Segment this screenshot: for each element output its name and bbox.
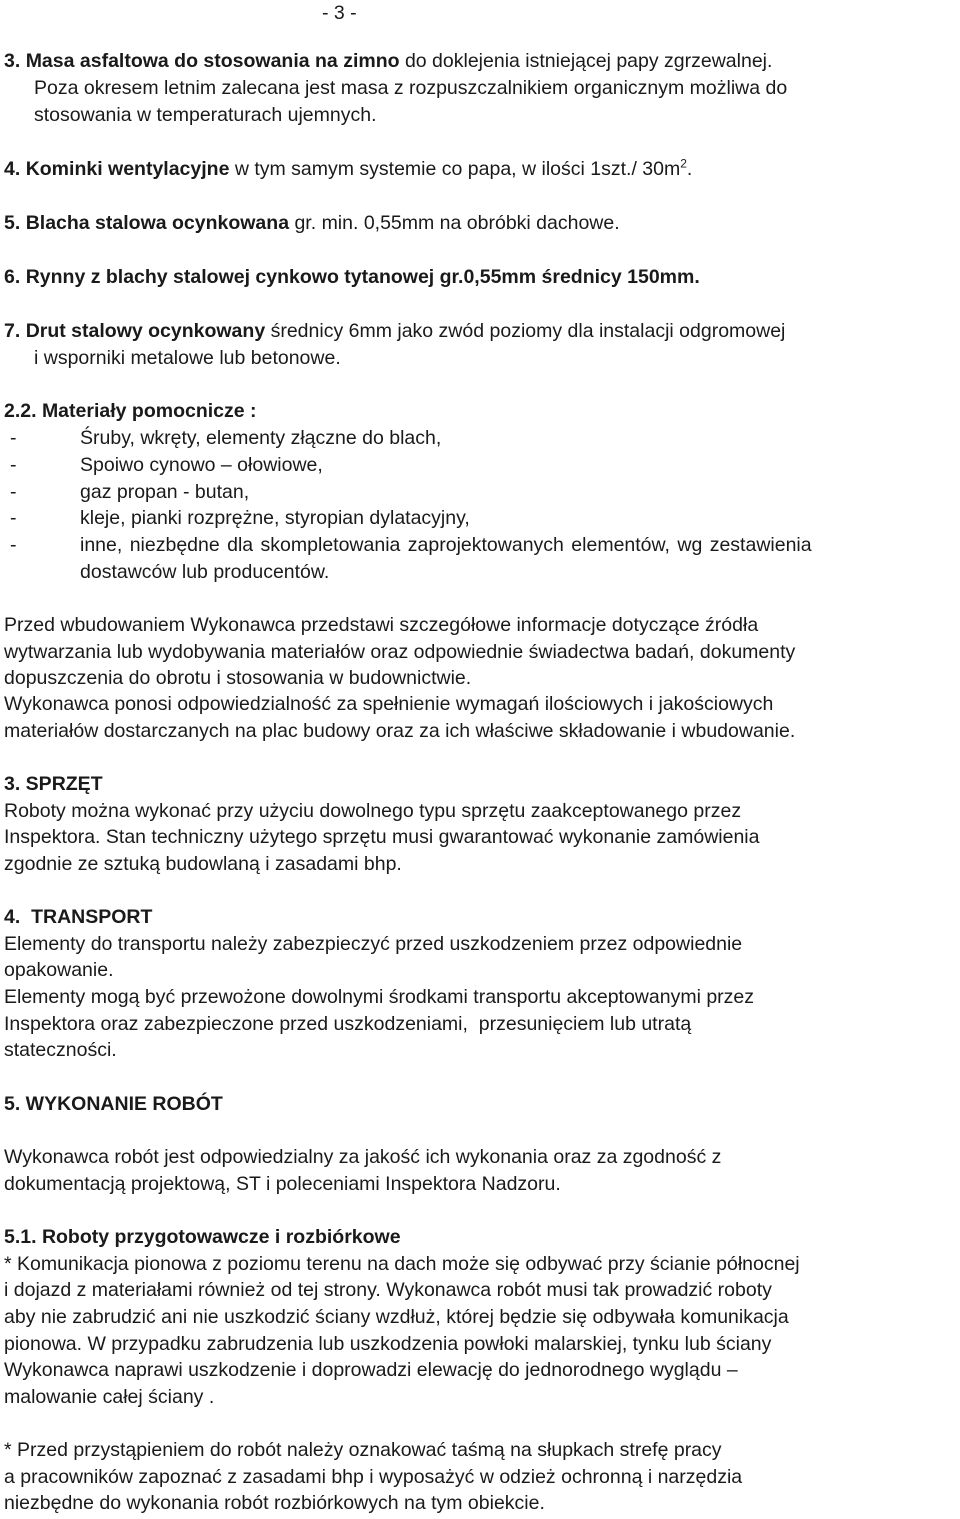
- section-4-heading: 4. TRANSPORT: [4, 906, 153, 928]
- item-4-title: Kominki wentylacyjne: [25, 158, 230, 180]
- aux-list-item: - Spoiwo cynowo – ołowiowe,: [10, 454, 323, 476]
- list-dash: -: [10, 507, 17, 529]
- aux-list-item: - kleje, pianki rozprężne, styropian dylatacyjny,: [10, 507, 470, 529]
- section-3-heading: 3. SPRZĘT: [4, 773, 103, 795]
- item-5-number: 5.: [4, 212, 21, 234]
- item-7: [4, 318, 785, 344]
- item-6-title: Rynny z blachy stalowej cynkowo tytanowej gr.0,55mm średnicy 150mm.: [25, 266, 700, 288]
- paragraph-line: materiałów dostarczanych na plac budowy oraz za ich właściwe składowanie i wbudowanie.: [4, 720, 796, 742]
- aux-list-continuation: dostawców lub producentów.: [80, 561, 330, 583]
- item-3-line-2: Poza okresem letnim zalecana jest masa z rozpuszczalnikiem organicznym możliwa do: [34, 77, 788, 99]
- section-4-line: Inspektora oraz zabezpieczone przed uszkodzeniami, przesunięciem lub utratą: [4, 1013, 692, 1035]
- section-5-1-line: pionowa. W przypadku zabrudzenia lub uszkodzenia powłoki malarskiej, tynku lub ściany: [4, 1333, 772, 1355]
- list-dash: -: [10, 534, 17, 556]
- aux-materials-heading: 2.2. Materiały pomocnicze :: [4, 400, 257, 422]
- paragraph-line: Wykonawca ponosi odpowiedzialność za spełnienie wymagań ilościowych i jakościowych: [4, 693, 774, 715]
- paragraph-line: dopuszczenia do obrotu i stosowania w budownictwie.: [4, 667, 472, 689]
- section-5-line: Wykonawca robót jest odpowiedzialny za jakość ich wykonania oraz za zgodność z: [4, 1146, 722, 1168]
- item-4-number: 4.: [4, 158, 21, 180]
- paragraph-line: Przed wbudowaniem Wykonawca przedstawi szczegółowe informacje dotyczące źródła: [4, 614, 759, 636]
- aux-list-item: - Śruby, wkręty, elementy złączne do blach,: [10, 427, 442, 449]
- list-dash: -: [10, 454, 17, 476]
- section-5-1-line: * Komunikacja pionowa z poziomu terenu na dach może się odbywać przy ścianie północnej: [4, 1253, 800, 1275]
- item-6: [4, 264, 700, 290]
- section-5-1-line: a pracowników zapoznać z zasadami bhp i wyposażyć w odzież ochronną i narzędzia: [4, 1466, 743, 1488]
- section-4-line: Elementy mogą być przewożone dowolnymi środkami transportu akceptowanymi przez: [4, 986, 754, 1008]
- section-5-1-line: Wykonawca naprawi uszkodzenie i doprowadzi elewację do jednorodnego wyglądu –: [4, 1359, 738, 1381]
- item-4-text: w tym samym systemie co papa, w ilości 1szt./ 30m: [229, 158, 681, 180]
- item-3-title: Masa asfaltowa do stosowania na zimno: [25, 50, 400, 72]
- section-5-1-line: niezbędne do wykonania robót rozbiórkowych na tym obiekcie.: [4, 1492, 545, 1514]
- item-7-line-2: i wsporniki metalowe lub betonowe.: [34, 347, 341, 369]
- item-4: [4, 156, 692, 182]
- list-dash: -: [10, 427, 17, 449]
- item-3: [4, 48, 772, 74]
- section-5-1-line: i dojazd z materiałami również od tej strony. Wykonawca robót musi tak prowadzić roboty: [4, 1279, 772, 1301]
- section-3-line: Inspektora. Stan techniczny użytego sprzętu musi gwarantować wykonanie zamówienia: [4, 826, 760, 848]
- section-5-1-line: malowanie całej ściany .: [4, 1386, 215, 1408]
- item-3-line-3: stosowania w temperaturach ujemnych.: [34, 104, 377, 126]
- section-3-line: zgodnie ze sztuką budowlaną i zasadami bhp.: [4, 853, 402, 875]
- item-7-number: 7.: [4, 320, 21, 342]
- section-4-line: opakowanie.: [4, 959, 114, 981]
- section-3-line: Roboty można wykonać przy użyciu dowolnego typu sprzętu zaakceptowanego przez: [4, 800, 742, 822]
- item-4-end: .: [686, 158, 693, 180]
- item-5-title: Blacha stalowa ocynkowana: [25, 212, 290, 234]
- item-3-number: 3.: [4, 50, 21, 72]
- item-4-superscript: 2: [680, 156, 687, 171]
- section-5-heading: 5. WYKONANIE ROBÓT: [4, 1093, 223, 1115]
- aux-list-item: - inne, niezbędne dla skompletowania zaprojektowanych elementów, wg zestawienia: [10, 534, 812, 556]
- item-6-number: 6.: [4, 266, 21, 288]
- item-3-text: do doklejenia istniejącej papy zgrzewalnej.: [399, 50, 773, 72]
- list-dash: -: [10, 481, 17, 503]
- section-5-1-line: * Przed przystąpieniem do robót należy oznakować taśmą na słupkach strefę pracy: [4, 1439, 722, 1461]
- item-7-title: Drut stalowy ocynkowany: [25, 320, 266, 342]
- item-5: [4, 210, 620, 236]
- section-5-1-line: aby nie zabrudzić ani nie uszkodzić ściany wzdłuż, której będzie się odbywała komunikacja: [4, 1306, 789, 1328]
- section-4-line: Elementy do transportu należy zabezpieczyć przed uszkodzeniem przez odpowiednie: [4, 933, 743, 955]
- section-4-line: stateczności.: [4, 1039, 117, 1061]
- paragraph-line: wytwarzania lub wydobywania materiałów oraz odpowiednie świadectwa badań, dokumenty: [4, 641, 796, 663]
- item-5-text: gr. min. 0,55mm na obróbki dachowe.: [289, 212, 620, 234]
- item-7-text: średnicy 6mm jako zwód poziomy dla instalacji odgromowej: [265, 320, 786, 342]
- section-5-1-heading: 5.1. Roboty przygotowawcze i rozbiórkowe: [4, 1226, 401, 1248]
- page-number: - 3 -: [322, 2, 357, 24]
- aux-list-item: - gaz propan - butan,: [10, 481, 250, 503]
- section-5-line: dokumentacją projektową, ST i poleceniami Inspektora Nadzoru.: [4, 1173, 561, 1195]
